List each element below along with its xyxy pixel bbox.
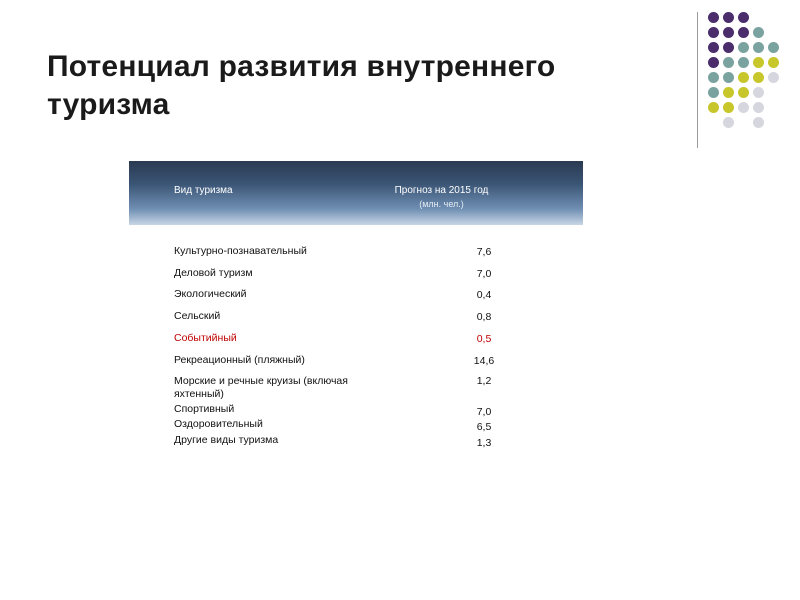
row-value: 0,5 [476, 333, 492, 345]
row-value: 1,3 [476, 437, 492, 449]
row-name: Спортивный [174, 403, 235, 415]
row-value: 7,0 [476, 268, 492, 280]
decor-dot [708, 102, 719, 113]
row-value: 7,0 [476, 406, 492, 418]
row-name: Морские и речные круизы (включая яхтенный) [174, 375, 348, 400]
decor-dot [723, 27, 734, 38]
decor-dot [738, 12, 749, 23]
row-value: 0,8 [476, 311, 492, 323]
row-value: 14,6 [473, 355, 495, 367]
decor-dot [738, 27, 749, 38]
decor-dot [723, 57, 734, 68]
table-header [129, 161, 583, 225]
row-name: Деловой туризм [174, 267, 253, 279]
decor-dot [708, 57, 719, 68]
decor-dot [768, 72, 779, 83]
decor-dot [723, 42, 734, 53]
decor-dot [723, 102, 734, 113]
decor-dot [738, 42, 749, 53]
header-tourism-type: Вид туризма [174, 185, 233, 196]
decor-dot [708, 72, 719, 83]
header-forecast [389, 185, 494, 209]
row-name: Событийный [174, 332, 237, 344]
row-value: 1,2 [476, 375, 492, 387]
decor-dot [723, 87, 734, 98]
title-line-2: туризма [47, 88, 170, 121]
row-name: Культурно-познавательный [174, 245, 307, 257]
decor-dot [738, 102, 749, 113]
decorative-dot-grid [706, 10, 782, 130]
row-value: 0,4 [476, 289, 492, 301]
row-name: Экологический [174, 288, 247, 300]
decor-dot [753, 27, 764, 38]
decor-dot [723, 72, 734, 83]
row-value: 7,6 [476, 246, 492, 258]
row-name: Сельский [174, 310, 221, 322]
tourism-forecast-table [129, 161, 583, 449]
row-name: Рекреационный (пляжный) [174, 354, 305, 366]
decor-dot [753, 117, 764, 128]
header-forecast-label: Прогноз на 2015 год [394, 185, 489, 196]
header-forecast-unit: (млн. чел.) [419, 199, 464, 209]
decor-dot [708, 42, 719, 53]
decorative-divider [697, 12, 698, 148]
decor-dot [723, 12, 734, 23]
decor-dot [723, 117, 734, 128]
decor-dot [708, 87, 719, 98]
decor-dot [708, 27, 719, 38]
decor-dot [738, 72, 749, 83]
decor-dot [753, 72, 764, 83]
row-name: Другие виды туризма [174, 434, 279, 446]
decor-dot [738, 87, 749, 98]
page-title [47, 48, 607, 124]
decor-dot [753, 102, 764, 113]
decor-dot [708, 12, 719, 23]
decor-dot [753, 42, 764, 53]
title-line-1: Потенциал развития внутреннего [47, 50, 556, 83]
decor-dot [768, 42, 779, 53]
row-value: 6,5 [476, 421, 492, 433]
decor-dot [738, 57, 749, 68]
decor-dot [768, 57, 779, 68]
row-name: Оздоровительный [174, 418, 263, 430]
decor-dot [753, 57, 764, 68]
decor-dot [753, 87, 764, 98]
